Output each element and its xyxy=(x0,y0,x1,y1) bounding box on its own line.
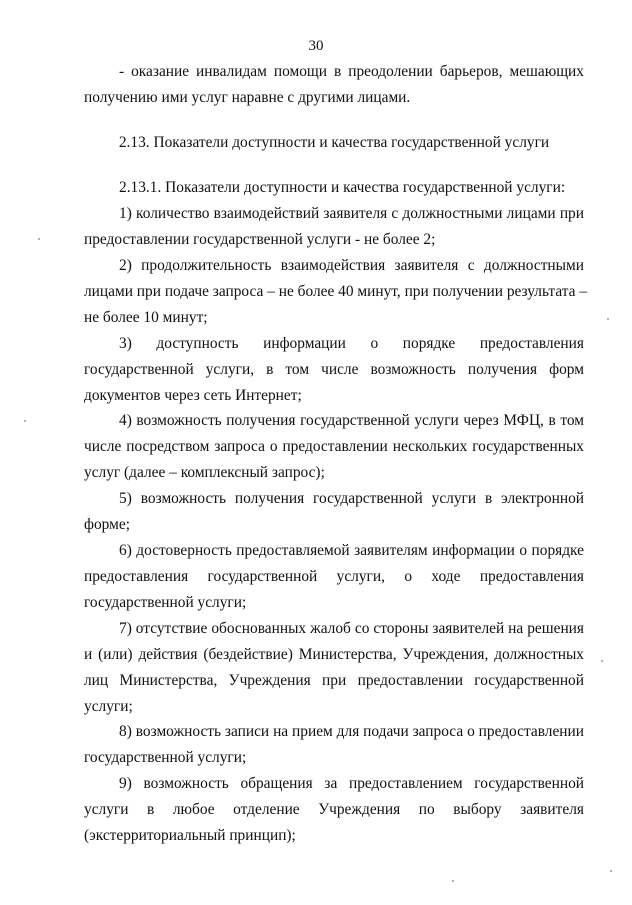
list-item-6: 6) достоверность предоставляемой заявителям информации о порядке xyxy=(119,542,584,559)
page-number: 30 xyxy=(308,38,324,54)
text-line: не более 10 минут; xyxy=(84,309,208,326)
scan-speck xyxy=(24,420,26,422)
scan-speck xyxy=(601,660,603,662)
list-item-9: 9) возможность обращения за предоставлением государственной xyxy=(119,775,584,792)
text-line: услуг (далее – комплексный запрос); xyxy=(84,464,325,481)
text-line: (экстерриториальный принцип); xyxy=(84,827,296,844)
section-heading: 2.13. Показатели доступности и качества государственной услуги xyxy=(118,134,550,151)
text-line: получению ими услуг наравне с другими лицами. xyxy=(84,89,411,106)
list-item-4: 4) возможность получения государственной услуги через МФЦ, в том xyxy=(119,412,584,429)
text-line: числе посредством запроса о предоставлении нескольких государственных xyxy=(84,438,584,455)
text-line: лиц Министерства, Учреждения при предоставлении государственной xyxy=(84,672,584,689)
text-line: государственной услуги; xyxy=(84,749,247,766)
text-line: лицами при подаче запроса – не более 40 минут, при получении результата – xyxy=(84,283,588,300)
scan-speck xyxy=(607,318,609,320)
list-item-7: 7) отсутствие обоснованных жалоб со стороны заявителей на решения xyxy=(119,620,584,637)
scan-speck xyxy=(452,880,454,882)
text-line: - оказание инвалидам помощи в преодолении барьеров, мешающих xyxy=(119,63,584,80)
list-item-2: 2) продолжительность взаимодействия заявителя с должностными xyxy=(119,257,584,274)
text-line: государственной услуги; xyxy=(84,594,247,611)
text-line: документов через сеть Интернет; xyxy=(84,387,302,404)
list-item-1: 1) количество взаимодействий заявителя с должностными лицами при xyxy=(119,205,584,222)
scan-speck xyxy=(610,870,612,872)
text-line: предоставлении государственной услуги - не более 2; xyxy=(84,231,436,248)
text-line: предоставления государственной услуги, о ходе предоставления xyxy=(84,568,584,585)
text-line: услуги; xyxy=(84,698,133,715)
text-line: 2.13.1. Показатели доступности и качества государственной услуги: xyxy=(119,179,566,196)
list-item-8: 8) возможность записи на прием для подачи запроса о предоставлении xyxy=(119,723,584,740)
text-line: государственной услуги, в том числе возможность получения форм xyxy=(84,361,584,378)
scan-speck xyxy=(38,238,40,240)
list-item-5: 5) возможность получения государственной услуги в электронной xyxy=(119,490,584,507)
text-line: форме; xyxy=(84,516,130,533)
text-line: и (или) действия (бездействие) Министерства, Учреждения, должностных xyxy=(84,646,584,663)
text-line: услуги в любое отделение Учреждения по выбору заявителя xyxy=(84,801,584,818)
list-item-3: 3) доступность информации о порядке предоставления xyxy=(119,335,584,352)
